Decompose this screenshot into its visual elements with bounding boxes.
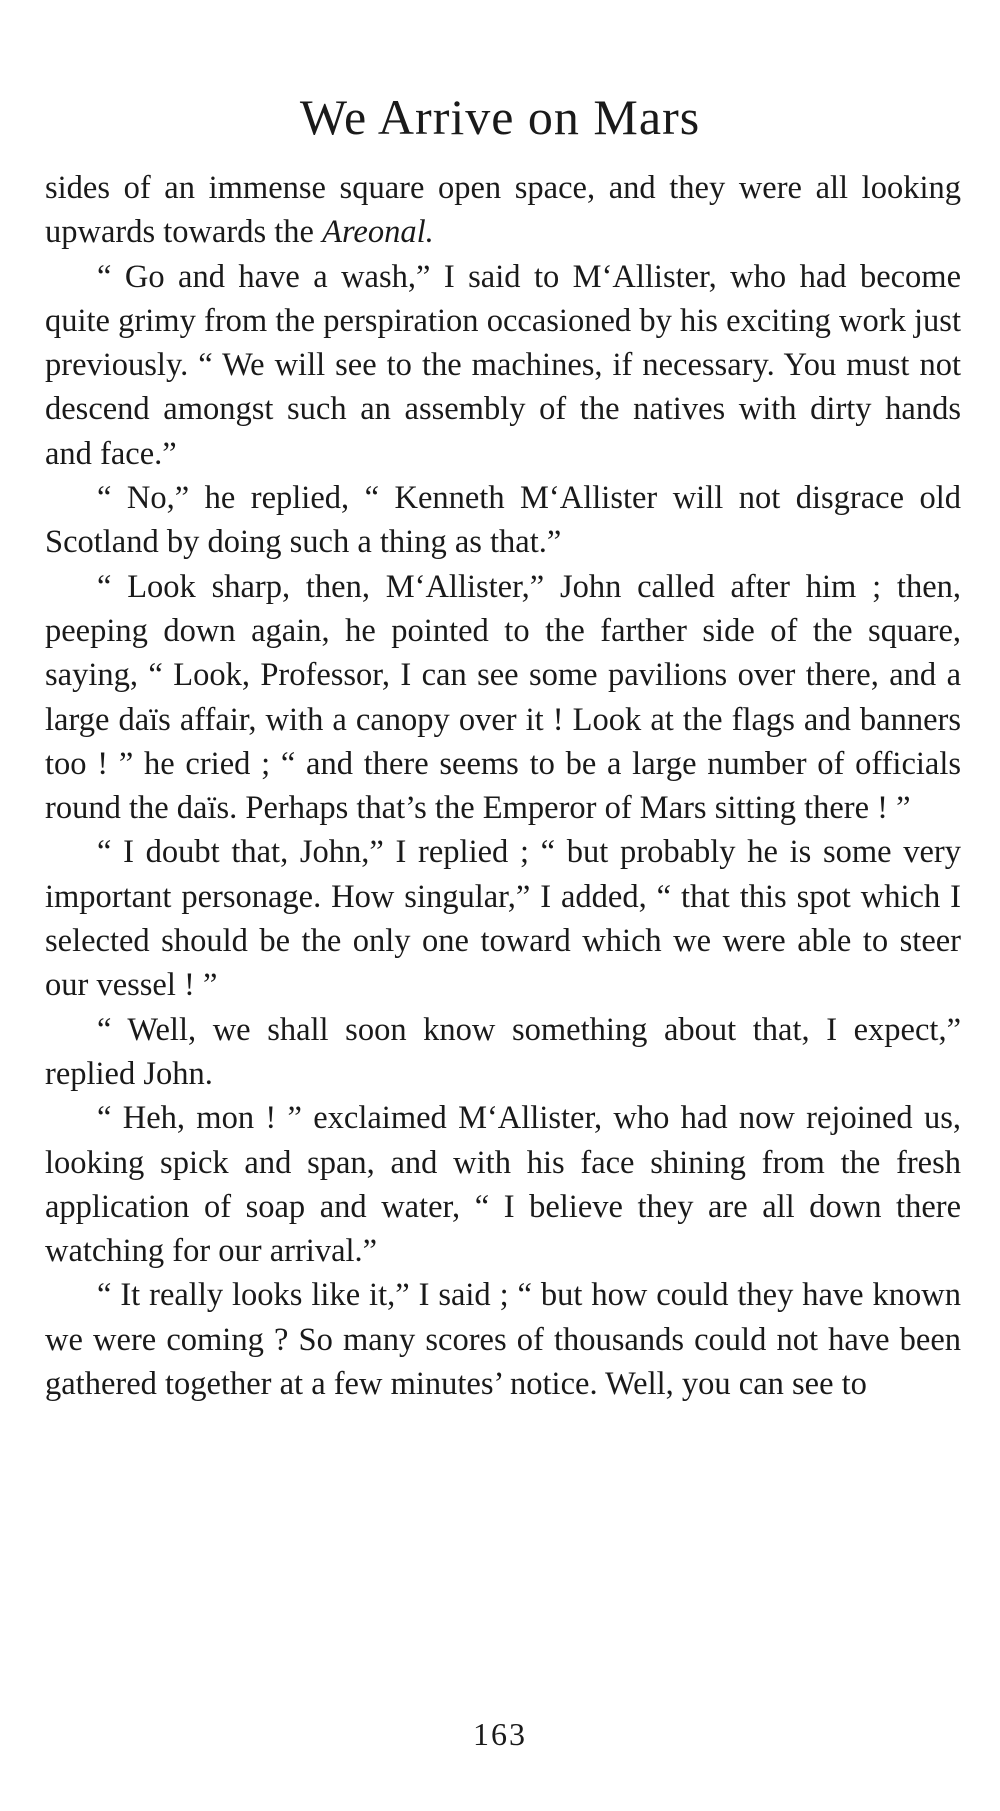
paragraph-1-text: sides of an immense square open space, and they were all looking upwards towards the xyxy=(45,170,961,251)
running-head: We Arrive on Mars xyxy=(299,89,701,145)
paragraph-5: “ I doubt that, John,” I replied ; “ but probably he is some very important personage. How singular,” I added, “ that this spot which I selected should be the only one toward which we were able to steer our vessel ! ” xyxy=(45,834,961,1004)
body-text xyxy=(45,166,961,1406)
paragraph-3: “ No,” he replied, “ Kenneth M‘Allister will not disgrace old Scotland by doing such a thing as that.” xyxy=(45,480,961,561)
paragraph-8: “ It really looks like it,” I said ; “ but how could they have known we were coming ? So many scores of thousands could not have been gathered together at a few minutes’ notice. Well, you can see to xyxy=(45,1277,961,1403)
paragraph-4: “ Look sharp, then, M‘Allister,” John called after him ; then, peeping down again, he pointed to the farther side of the square, saying, “ Look, Professor, I can see some pavilions over there, and a large daïs affair, with a canopy over it ! Look at the flags and banners too ! ” he cried ; “ and there seems to be a large number of officials round the daïs. Perhaps that’s the Emperor of Mars sitting there ! ” xyxy=(45,568,961,827)
page-number: 163 xyxy=(473,1716,527,1752)
paragraph-2: “ Go and have a wash,” I said to M‘Allister, who had become quite grimy from the perspiration occasioned by his exciting work just previously. “ We will see to the machines, if necessary. You must not descend amongst such an assembly of the natives with dirty hands and face.” xyxy=(45,258,961,472)
paragraph-6: “ Well, we shall soon know something about that, I expect,” replied John. xyxy=(45,1011,961,1092)
paragraph-1 xyxy=(45,166,961,255)
ship-name: Areonal. xyxy=(322,214,434,251)
paragraph-7: “ Heh, mon ! ” exclaimed M‘Allister, who had now rejoined us, looking spick and span, and with his face shining from the fresh application of soap and water, “ I believe they are all down there watching for our arrival.” xyxy=(45,1100,961,1270)
